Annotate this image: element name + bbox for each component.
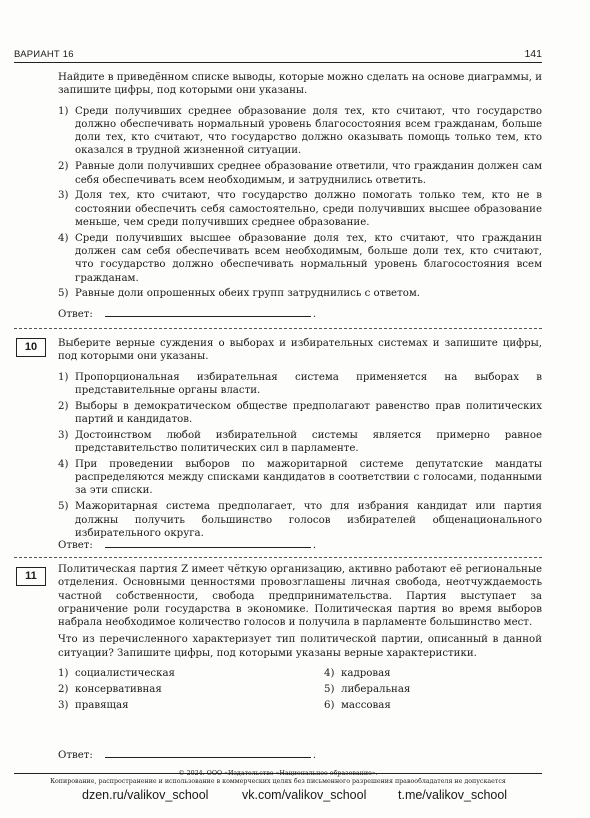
answer-label: Ответ:	[58, 540, 93, 551]
task-9-option-2: 2) Равные доли получивших среднее образование ответили, что гражданин должен сам себя обеспечивать всем необходимым, и затруднились ответить.	[58, 161, 542, 186]
answer-label: Ответ:	[58, 750, 93, 761]
answer-field[interactable]	[105, 537, 311, 548]
answer-label: Ответ:	[58, 309, 93, 320]
task-11-option-1: 1) социалистическая	[58, 668, 175, 680]
task-9-option-4: 4) Среди получивших высшее образование доля тех, кто считают, что гражданин должен сам себя обеспечивать всем необходимым, больше доли тех, кто считают, что государство должно обеспечивать нормальный уровень благосостояния всем гражданам.	[58, 232, 542, 284]
task-11-number: 11	[16, 567, 46, 586]
page-number: 141	[524, 48, 542, 60]
task-10-options	[58, 371, 542, 541]
task-11-option-2: 2) консервативная	[58, 683, 162, 695]
answer-field[interactable]	[105, 306, 311, 317]
task-10-option-2: 2) Выборы в демократическом обществе предполагают равенство прав политических партий и кандидатов.	[58, 400, 542, 425]
task-11-question: Что из перечисленного характеризует тип политической партии, описанный в данной ситуации? Запишите цифры, под которыми указаны верные характеристики.	[58, 634, 542, 659]
task-9-option-5: 5) Равные доли опрошенных обеих групп затруднились с ответом.	[58, 288, 421, 300]
link-dzen[interactable]: dzen.ru/valikov_school	[82, 788, 209, 802]
variant-label: ВАРИАНТ 16	[14, 49, 74, 60]
task-11-block	[58, 563, 542, 714]
task-9-options	[58, 105, 542, 301]
task-11-option-3: 3) правящая	[58, 699, 129, 711]
footer-notice: Копирование, распространение и использование в коммерческих целях без письменного разрешения правообладателя не допускается	[50, 778, 506, 785]
task-11-answer: Ответ: .	[58, 747, 316, 762]
task-11-options	[58, 667, 542, 714]
separator	[14, 557, 542, 558]
task-10-option-5: 5) Мажоритарная система предполагает, что для избрания кандидат или партия должны получить большинство голосов избирателей общенационального избирательного округа.	[58, 501, 542, 539]
task-11-option-6: 6) массовая	[324, 699, 391, 711]
task-9-option-3: 3) Доля тех, кто считают, что государство должно помогать только тем, кто не в состоянии обеспечить себя самостоятельно, среди получивших высшее образование меньше, чем среди получивших среднее образование.	[58, 190, 542, 228]
task-10-option-3: 3) Достоинством любой избирательной системы является примерно равное представительство политических сил в парламенте.	[58, 429, 542, 455]
footer-copyright: © 2024. ООО «Издательство «Национальное образование».	[178, 770, 378, 777]
separator	[14, 328, 542, 329]
task-10-number: 10	[16, 338, 46, 357]
page-header	[14, 44, 542, 63]
task-10-option-4: 4) При проведении выборов по мажоритарной системе депутатские мандаты распределяются между списками кандидатов в соответствии с голосами, поданными за эти списки.	[58, 458, 542, 497]
task-9-option-1: 1) Среди получивших среднее образование доля тех, кто считают, что государство должно обеспечивать нормальный уровень благосостояния всем гражданам, больше доли тех, кто считают, что государство должно оказывать помощь только тем, кто оказался в трудной жизненной ситуации.	[58, 105, 542, 157]
task-9-answer: Ответ: .	[58, 306, 316, 321]
task-11-text: Политическая партия Z имеет чёткую организацию, активно работают её региональные отделения. Основными ценностями провозглашены личная свобода, неотчуждаемость частной собственности, свобода предпринимательства. Партия выступает за ограничение роли государства в экономике. Политическая партия во время выборов набрала необходимое количество голосов и получила в парламенте большинство мест.	[58, 564, 542, 629]
task-11-option-5: 5) либеральная	[324, 683, 411, 695]
task-9-block	[58, 71, 542, 303]
task-10-block	[58, 337, 542, 543]
link-vk[interactable]: vk.com/valikov_school	[242, 788, 367, 802]
task-10-intro: Выберите верные суждения о выборах и избирательных системах и запишите цифры, под которыми они указаны.	[58, 338, 542, 363]
answer-field[interactable]	[105, 747, 311, 758]
task-9-intro: Найдите в приведённом списке выводы, которые можно сделать на основе диаграммы, и запишите цифры, под которыми они указаны.	[58, 72, 542, 97]
task-11-options-col2	[324, 667, 410, 714]
task-10-answer: Ответ: .	[58, 537, 316, 552]
task-10-option-1: 1) Пропорциональная избирательная система применяется на выборах в представительные органы власти.	[58, 371, 542, 396]
task-11-option-4: 4) кадровая	[324, 668, 391, 680]
footer-links	[82, 788, 522, 804]
link-telegram[interactable]: t.me/valikov_school	[398, 788, 508, 802]
task-11-options-col1	[58, 667, 324, 714]
